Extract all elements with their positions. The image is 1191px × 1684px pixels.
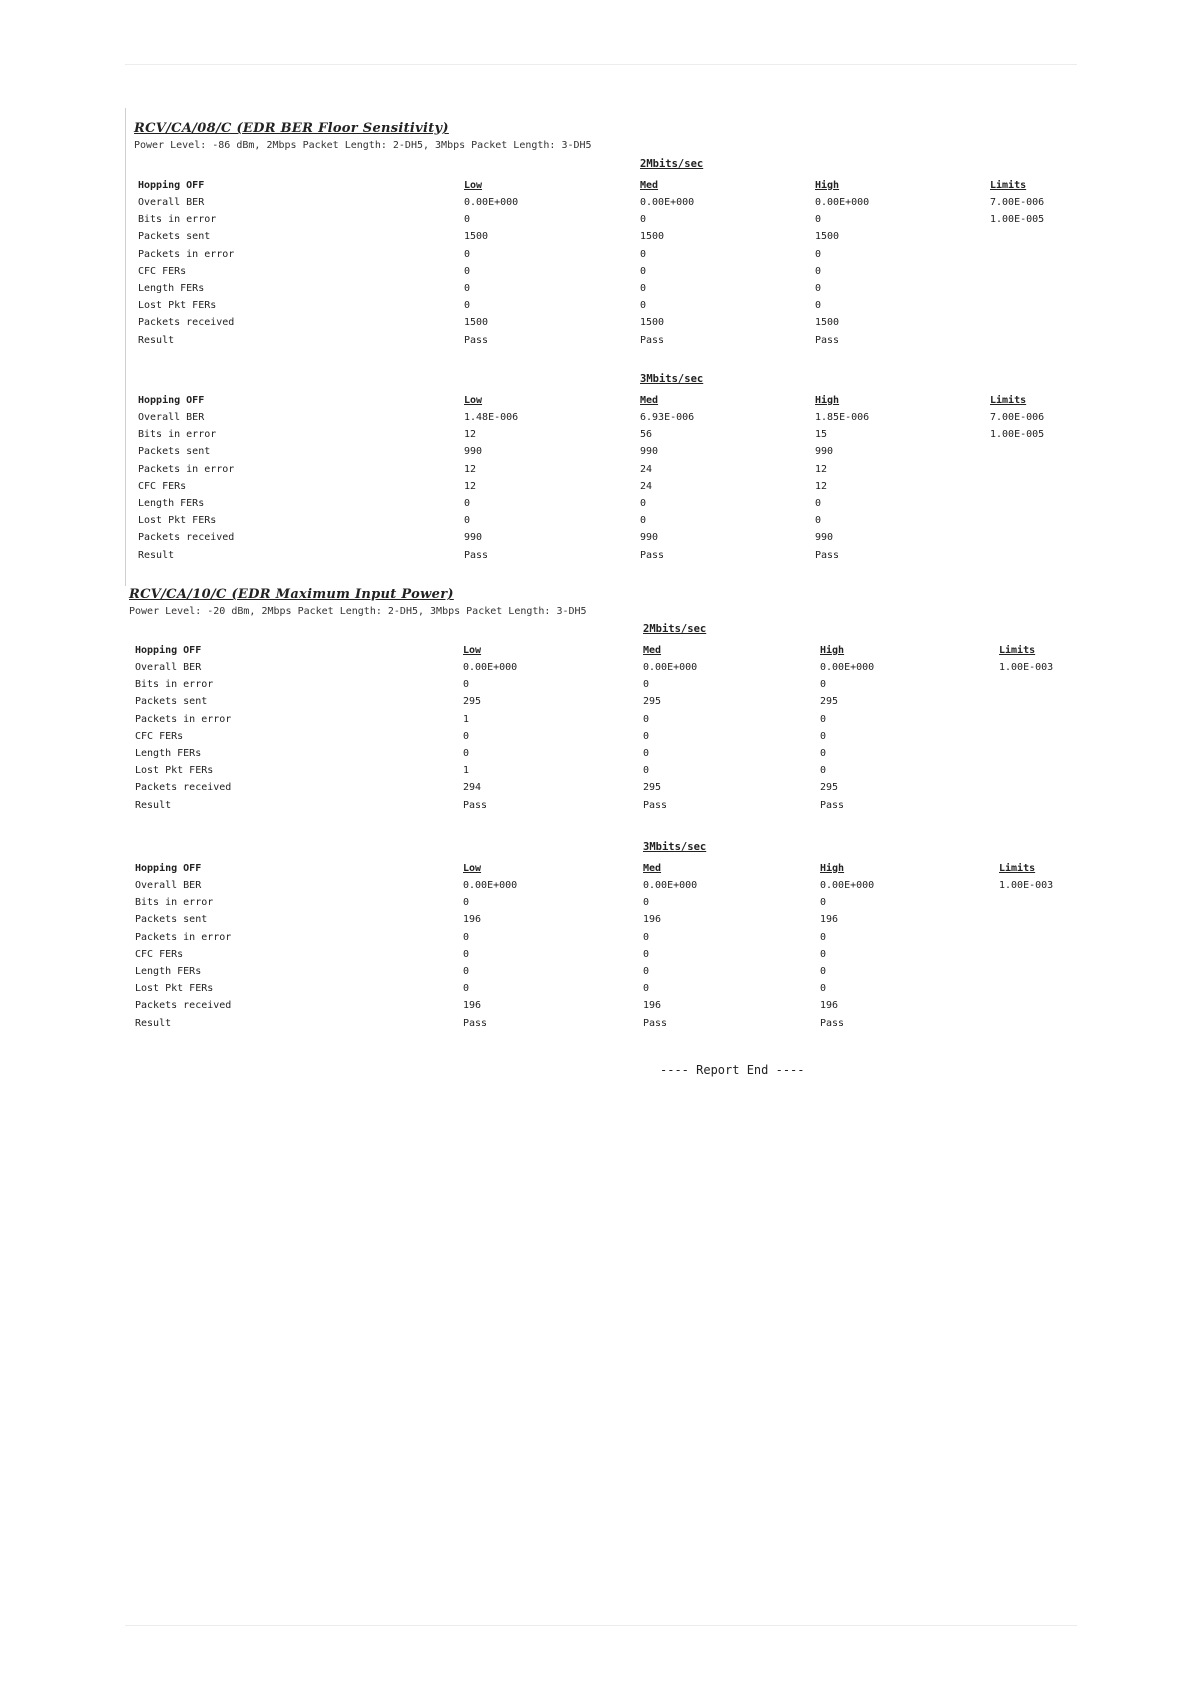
column-header-limits: Limits (999, 645, 1036, 656)
cell-low: 0 (463, 948, 470, 960)
row-label: Overall BER (138, 412, 205, 423)
row-label: Bits in error (138, 429, 217, 441)
table-row (126, 317, 1086, 334)
cell-high: 12 (815, 463, 828, 475)
cell-limits: 1.00E-003 (999, 880, 1054, 891)
table-row (126, 197, 1086, 214)
column-header-low: Low (464, 180, 483, 191)
top-rule (125, 64, 1077, 65)
table-row (125, 880, 1085, 897)
cell-high: 295 (820, 696, 839, 708)
cell-low: 196 (463, 1000, 482, 1012)
column-header-high: High (815, 180, 840, 191)
cell-low: 1500 (464, 317, 489, 329)
row-label: Packets received (138, 317, 235, 329)
cell-med: 0 (640, 214, 647, 226)
cell-high: 0 (815, 265, 822, 277)
cell-high: 1.85E-006 (815, 412, 870, 423)
row-label: Packets in error (135, 931, 232, 943)
cell-low: 0.00E+000 (464, 197, 519, 208)
column-header-low: Low (463, 645, 482, 656)
cell-high: 990 (815, 446, 834, 458)
table-row (125, 714, 1085, 731)
cell-med: 990 (640, 446, 659, 458)
column-header-label: Hopping OFF (135, 645, 202, 656)
cell-limits: 7.00E-006 (990, 412, 1045, 423)
column-header-high: High (820, 863, 845, 874)
table-row (126, 532, 1086, 549)
row-label: Length FERs (138, 498, 205, 509)
row-label: Length FERs (135, 966, 202, 977)
cell-limits: 7.00E-006 (990, 197, 1045, 208)
table-row (126, 446, 1086, 463)
row-label: Packets sent (138, 231, 211, 243)
cell-high: 0 (820, 931, 827, 943)
cell-low: 0 (463, 730, 470, 742)
cell-low: Pass (464, 549, 489, 561)
column-header-low: Low (463, 863, 482, 874)
row-label: Lost Pkt FERs (138, 300, 217, 312)
table-row (126, 214, 1086, 231)
cell-high: 15 (815, 429, 828, 441)
cell-low: 12 (464, 429, 477, 441)
cell-med: 295 (643, 782, 662, 794)
table-row (126, 283, 1086, 300)
table-row (126, 515, 1086, 532)
cell-med: 0 (640, 248, 647, 260)
row-label: Result (138, 334, 175, 346)
cell-med: 56 (640, 429, 653, 441)
cell-med: 0 (643, 897, 650, 909)
row-label: Bits in error (138, 214, 217, 226)
cell-high: 0.00E+000 (820, 880, 875, 891)
cell-med: 0 (643, 931, 650, 943)
cell-high: 0 (820, 679, 827, 691)
cell-high: Pass (820, 1017, 845, 1029)
cell-low: 0.00E+000 (463, 880, 518, 891)
table-row (125, 800, 1085, 817)
cell-med: 990 (640, 532, 659, 544)
cell-low: 0 (464, 248, 471, 260)
cell-low: 0 (463, 897, 470, 909)
table-row (125, 748, 1085, 765)
column-header-label: Hopping OFF (138, 395, 205, 406)
table-row (126, 266, 1086, 283)
table-row (125, 782, 1085, 799)
table-row (125, 765, 1085, 782)
row-label: Packets received (135, 1000, 232, 1012)
cell-low: 0.00E+000 (463, 662, 518, 673)
cell-med: 0 (640, 265, 647, 277)
row-label: Packets sent (138, 446, 211, 458)
table-header-row (125, 645, 1085, 662)
cell-high: 0 (820, 730, 827, 742)
row-label: Overall BER (135, 880, 202, 891)
cell-med: 1500 (640, 231, 665, 243)
table-row (126, 231, 1086, 248)
row-label: CFC FERs (138, 480, 187, 492)
table-row (125, 983, 1085, 1000)
cell-med: 0 (640, 300, 647, 312)
cell-high: 12 (815, 480, 828, 492)
row-label: Result (138, 549, 175, 561)
cell-low: 295 (463, 696, 482, 708)
cell-low: 12 (464, 480, 477, 492)
column-header-high: High (815, 395, 840, 406)
cell-limits: 1.00E-005 (990, 429, 1045, 441)
column-header-med: Med (643, 863, 662, 874)
row-label: Length FERs (138, 283, 205, 294)
row-label: Packets sent (135, 696, 208, 708)
cell-low: 1.48E-006 (464, 412, 519, 423)
rate-label: 2Mbits/sec (643, 623, 707, 635)
table-row (125, 662, 1085, 679)
row-label: Bits in error (135, 897, 214, 909)
cell-high: 0 (815, 283, 822, 294)
column-header-med: Med (640, 180, 659, 191)
cell-low: 0 (464, 265, 471, 277)
table-row (125, 679, 1085, 696)
cell-high: 295 (820, 782, 839, 794)
cell-low: 0 (464, 498, 471, 509)
cell-high: 1500 (815, 231, 840, 243)
cell-high: 0 (815, 515, 822, 527)
row-label: Packets received (135, 782, 232, 794)
row-label: Overall BER (138, 197, 205, 208)
cell-med: 0 (643, 765, 650, 777)
cell-med: 0 (643, 679, 650, 691)
cell-low: Pass (463, 799, 488, 811)
cell-high: 0 (815, 498, 822, 509)
cell-low: 990 (464, 532, 483, 544)
cell-limits: 1.00E-003 (999, 662, 1054, 673)
cell-high: 0 (820, 748, 827, 759)
cell-med: 0 (643, 948, 650, 960)
cell-low: Pass (463, 1017, 488, 1029)
cell-med: Pass (643, 799, 668, 811)
cell-med: 0 (640, 498, 647, 509)
cell-med: 0 (643, 730, 650, 742)
cell-med: Pass (640, 334, 665, 346)
row-label: Lost Pkt FERs (135, 983, 214, 995)
cell-low: 0 (464, 515, 471, 527)
cell-low: 12 (464, 463, 477, 475)
cell-med: 24 (640, 463, 653, 475)
table-row (126, 429, 1086, 446)
table-row (126, 300, 1086, 317)
section-title: RCV/CA/08/C (EDR BER Floor Sensitivity) (134, 121, 449, 136)
row-label: Lost Pkt FERs (135, 765, 214, 777)
column-header-med: Med (640, 395, 659, 406)
cell-med: 295 (643, 696, 662, 708)
row-label: Bits in error (135, 679, 214, 691)
cell-high: 0.00E+000 (815, 197, 870, 208)
table-row (126, 481, 1086, 498)
cell-med: 0.00E+000 (643, 662, 698, 673)
table-row (126, 412, 1086, 429)
cell-low: 1 (463, 765, 470, 777)
cell-high: Pass (820, 799, 845, 811)
cell-low: 0 (463, 679, 470, 691)
cell-med: 0 (643, 748, 650, 759)
column-header-label: Hopping OFF (138, 180, 205, 191)
table-row (126, 249, 1086, 266)
section-subtitle: Power Level: -86 dBm, 2Mbps Packet Length: 2-DH5, 3Mbps Packet Length: 3-DH5 (134, 140, 592, 151)
cell-med: 0 (640, 515, 647, 527)
cell-low: 196 (463, 914, 482, 926)
column-header-limits: Limits (990, 395, 1027, 406)
cell-low: 0 (464, 283, 471, 294)
table-row (125, 966, 1085, 983)
cell-med: Pass (643, 1017, 668, 1029)
row-label: Packets received (138, 532, 235, 544)
section-rcv-ca-08 (125, 108, 1086, 586)
cell-low: 0 (463, 748, 470, 759)
table-row (126, 335, 1086, 352)
cell-med: 196 (643, 1000, 662, 1012)
cell-high: 0 (820, 948, 827, 960)
table-row (125, 949, 1085, 966)
table-row (126, 550, 1086, 567)
cell-med: 0 (640, 283, 647, 294)
table-row (126, 464, 1086, 481)
row-label: Overall BER (135, 662, 202, 673)
cell-med: 0.00E+000 (640, 197, 695, 208)
cell-low: 0 (464, 214, 471, 226)
table-header-row (126, 180, 1086, 197)
cell-low: 0 (464, 300, 471, 312)
column-header-med: Med (643, 645, 662, 656)
section-subtitle: Power Level: -20 dBm, 2Mbps Packet Length: 2-DH5, 3Mbps Packet Length: 3-DH5 (129, 606, 587, 617)
cell-low: 0 (463, 931, 470, 943)
cell-high: 1500 (815, 317, 840, 329)
row-label: Result (135, 1017, 172, 1029)
cell-med: 0 (643, 983, 650, 995)
row-label: Result (135, 799, 172, 811)
row-label: Packets in error (135, 713, 232, 725)
table-row (125, 897, 1085, 914)
cell-med: 0 (643, 966, 650, 977)
cell-high: Pass (815, 334, 840, 346)
cell-high: 196 (820, 1000, 839, 1012)
column-header-high: High (820, 645, 845, 656)
table-row (125, 914, 1085, 931)
cell-high: 0 (820, 966, 827, 977)
cell-med: 1500 (640, 317, 665, 329)
cell-low: 1 (463, 713, 470, 725)
cell-med: 196 (643, 914, 662, 926)
table-row (125, 1000, 1085, 1017)
bottom-rule (125, 1625, 1077, 1626)
cell-high: 0 (820, 897, 827, 909)
table-row (126, 498, 1086, 515)
cell-high: 0 (820, 765, 827, 777)
cell-low: 0 (463, 983, 470, 995)
cell-med: 6.93E-006 (640, 412, 695, 423)
column-header-limits: Limits (990, 180, 1027, 191)
table-header-row (126, 395, 1086, 412)
row-label: Packets sent (135, 914, 208, 926)
rate-label: 2Mbits/sec (640, 158, 704, 170)
table-row (125, 1018, 1085, 1035)
cell-high: 0 (820, 713, 827, 725)
section-rcv-ca-10 (125, 586, 1085, 1046)
table-row (125, 731, 1085, 748)
row-label: CFC FERs (135, 948, 184, 960)
cell-med: 0.00E+000 (643, 880, 698, 891)
table-row (125, 932, 1085, 949)
row-label: Length FERs (135, 748, 202, 759)
table-row (125, 696, 1085, 713)
cell-high: 0 (820, 983, 827, 995)
cell-med: 0 (643, 713, 650, 725)
column-header-low: Low (464, 395, 483, 406)
cell-high: Pass (815, 549, 840, 561)
cell-low: 294 (463, 782, 482, 794)
row-label: Packets in error (138, 248, 235, 260)
cell-low: 1500 (464, 231, 489, 243)
cell-high: 0 (815, 300, 822, 312)
row-label: Packets in error (138, 463, 235, 475)
cell-high: 0 (815, 214, 822, 226)
cell-limits: 1.00E-005 (990, 214, 1045, 226)
cell-high: 0.00E+000 (820, 662, 875, 673)
report-end: ---- Report End ---- (660, 1063, 805, 1077)
cell-low: Pass (464, 334, 489, 346)
rate-label: 3Mbits/sec (640, 373, 704, 385)
cell-low: 990 (464, 446, 483, 458)
cell-high: 196 (820, 914, 839, 926)
cell-high: 990 (815, 532, 834, 544)
cell-med: Pass (640, 549, 665, 561)
cell-high: 0 (815, 248, 822, 260)
column-header-label: Hopping OFF (135, 863, 202, 874)
row-label: CFC FERs (138, 265, 187, 277)
cell-low: 0 (463, 966, 470, 977)
column-header-limits: Limits (999, 863, 1036, 874)
row-label: CFC FERs (135, 730, 184, 742)
table-header-row (125, 863, 1085, 880)
cell-med: 24 (640, 480, 653, 492)
row-label: Lost Pkt FERs (138, 515, 217, 527)
rate-label: 3Mbits/sec (643, 841, 707, 853)
section-title: RCV/CA/10/C (EDR Maximum Input Power) (129, 587, 454, 602)
